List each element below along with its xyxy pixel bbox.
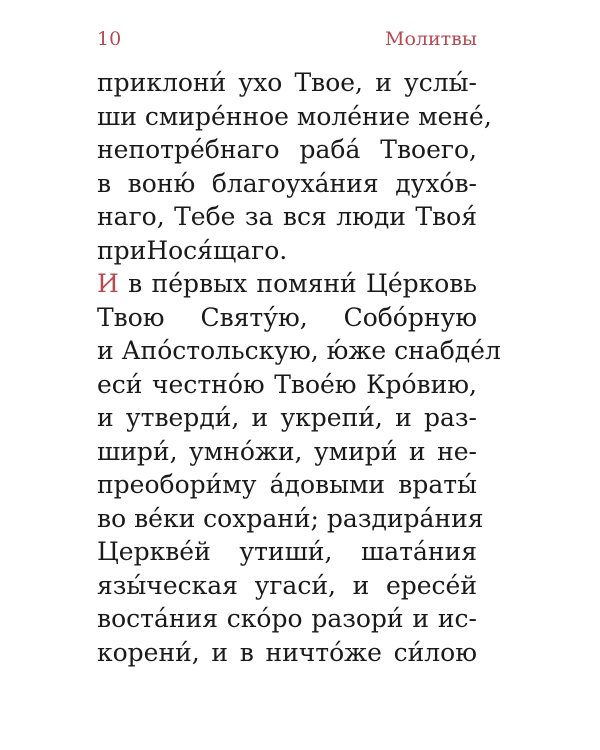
text-line: приклони́ ухо Твое, и услы́- bbox=[97, 68, 477, 97]
text-line: шири́, умно́жи, умири́ и не- bbox=[97, 436, 477, 466]
text-line: еси́ честно́ю Твое́ю Кро́вию, bbox=[97, 369, 477, 399]
text-line: и утверди́, и укрепи́, и раз- bbox=[97, 403, 477, 432]
text-line: Церкве́й утиши́, шата́ния bbox=[97, 537, 477, 566]
page-number: 10 bbox=[97, 28, 122, 50]
drop-initial: И bbox=[97, 269, 119, 298]
text-line: и Апо́стольскую, ю́же снабде́л bbox=[97, 336, 501, 365]
text-line: приНося́щаго. bbox=[97, 235, 288, 265]
prayer-text bbox=[97, 66, 501, 669]
paragraph-first-line bbox=[97, 267, 477, 301]
text-line: преобори́му а́довыми враты́ bbox=[97, 470, 477, 499]
text-line: воста́ния ско́ро разори́ и ис- bbox=[97, 604, 477, 633]
text-line: ши смире́нное моле́ние мене́, bbox=[97, 101, 492, 131]
text-line: Твою Святу́ю, Собо́рную bbox=[97, 302, 477, 332]
text-line: во ве́ки сохрани́; раздира́ния bbox=[97, 503, 484, 533]
text-line: корени́, и в ничто́же си́лою bbox=[97, 637, 477, 667]
first-line-text: в пе́рвых помяни́ Це́рковь bbox=[118, 269, 477, 298]
section-title: Молитвы bbox=[385, 28, 477, 50]
text-line: язы́ческая угаси́, и ересе́й bbox=[97, 570, 477, 600]
text-line: в воню́ благоуха́ния духо́в- bbox=[97, 168, 477, 198]
text-line: наго, Тебе за вся люди Твоя́ bbox=[97, 202, 477, 231]
text-line: непотре́бнаго раба́ Твоего, bbox=[97, 135, 477, 164]
running-header bbox=[97, 20, 477, 54]
